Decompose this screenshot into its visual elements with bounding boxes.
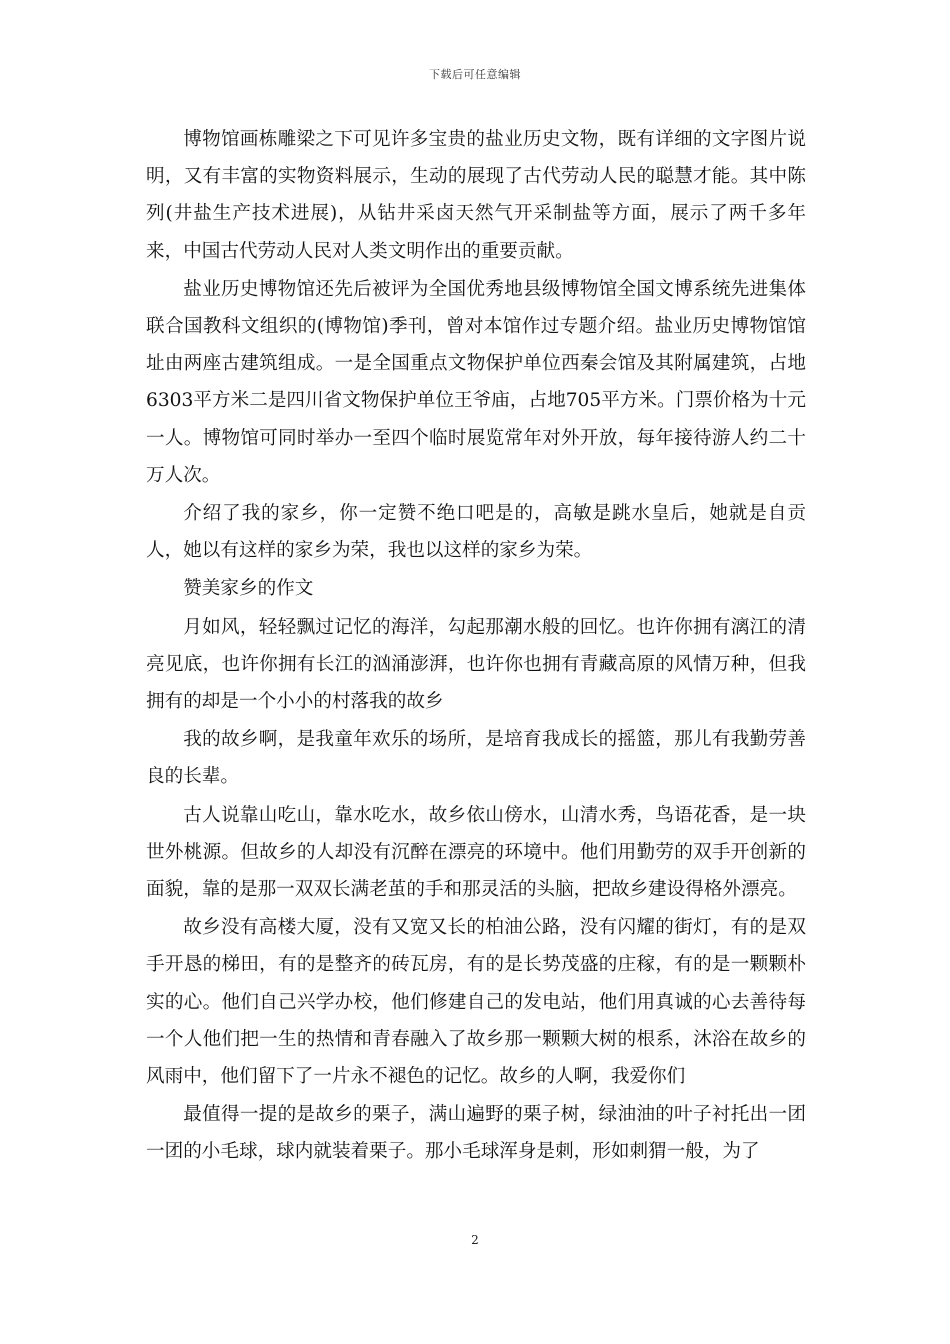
paragraph-villagers: 故乡没有高楼大厦，没有又宽又长的柏油公路，没有闪耀的街灯，有的是双手开恳的梯田，有的是整齐的砖瓦房，有的是长势茂盛的庄稼，有的是一颗颗朴实的心。他们自己兴学办校，他们修建自己的发电站，他们用真诚的心去善待每一个人他们把一生的热情和青春融入了故乡那一颗颗大树的根系，沐浴在故乡的风雨中，他们留下了一片永不褪色的记忆。故乡的人啊，我爱你们	[146, 917, 806, 1088]
page-header: 下载后可任意编辑	[429, 68, 521, 81]
paragraph-childhood: 我的故乡啊，是我童年欢乐的场所，是培育我成长的摇篮，那儿有我勤劳善良的长辈。	[146, 729, 806, 788]
paragraph-museum-artifacts: 博物馆画栋雕梁之下可见许多宝贵的盐业历史文物，既有详细的文字图片说明，又有丰富的实物资料展示，生动的展现了古代劳动人民的聪慧才能。其中陈列(井盐生产技术进展)，从钻井采卤天然气开采制盐等方面，展示了两千多年来，中国古代劳动人民对人类文明作出的重要贡献。	[146, 129, 806, 262]
paragraph-memory: 月如风，轻轻飘过记忆的海洋，勾起那潮水般的回忆。也许你拥有漓江的清亮见底，也许你拥有长江的汹涌澎湃，也许你也拥有青藏高原的风情万种，但我拥有的却是一个小小的村落我的故乡	[146, 616, 806, 713]
paragraph-chestnuts: 最值得一提的是故乡的栗子，满山遍野的栗子树，绿油油的叶子衬托出一团一团的小毛球，球内就装着栗子。那小毛球浑身是刺，形如刺猬一般，为了	[146, 1104, 806, 1163]
paragraph-hometown-pride: 介绍了我的家乡，你一定赞不绝口吧是的，高敏是跳水皇后，她就是自贡人，她以有这样的家乡为荣，我也以这样的家乡为荣。	[146, 503, 806, 562]
page-number: 2	[471, 1233, 479, 1247]
paragraph-museum-honors: 盐业历史博物馆还先后被评为全国优秀地县级博物馆全国文博系统先进集体联合国教科文组织的(博物馆)季刊，曾对本馆作过专题介绍。盐业历史博物馆馆址由两座古建筑组成。一是全国重点文物保护单位西秦会馆及其附属建筑，占地6303平方米二是四川省文物保护单位王爷庙，占地705平方米。门票价格为十元一人。博物馆可同时举办一至四个临时展览常年对外开放，每年接待游人约二十万人次。	[146, 278, 806, 486]
essay-title: 赞美家乡的作文	[183, 578, 314, 600]
document-body	[146, 121, 806, 1172]
paragraph-landscape: 古人说靠山吃山，靠水吃水，故乡依山傍水，山清水秀，鸟语花香，是一块世外桃源。但故乡的人却没有沉醉在漂亮的环境中。他们用勤劳的双手开创新的面貌，靠的是那一双双长满老茧的手和那灵活的头脑，把故乡建设得格外漂亮。	[146, 804, 806, 901]
